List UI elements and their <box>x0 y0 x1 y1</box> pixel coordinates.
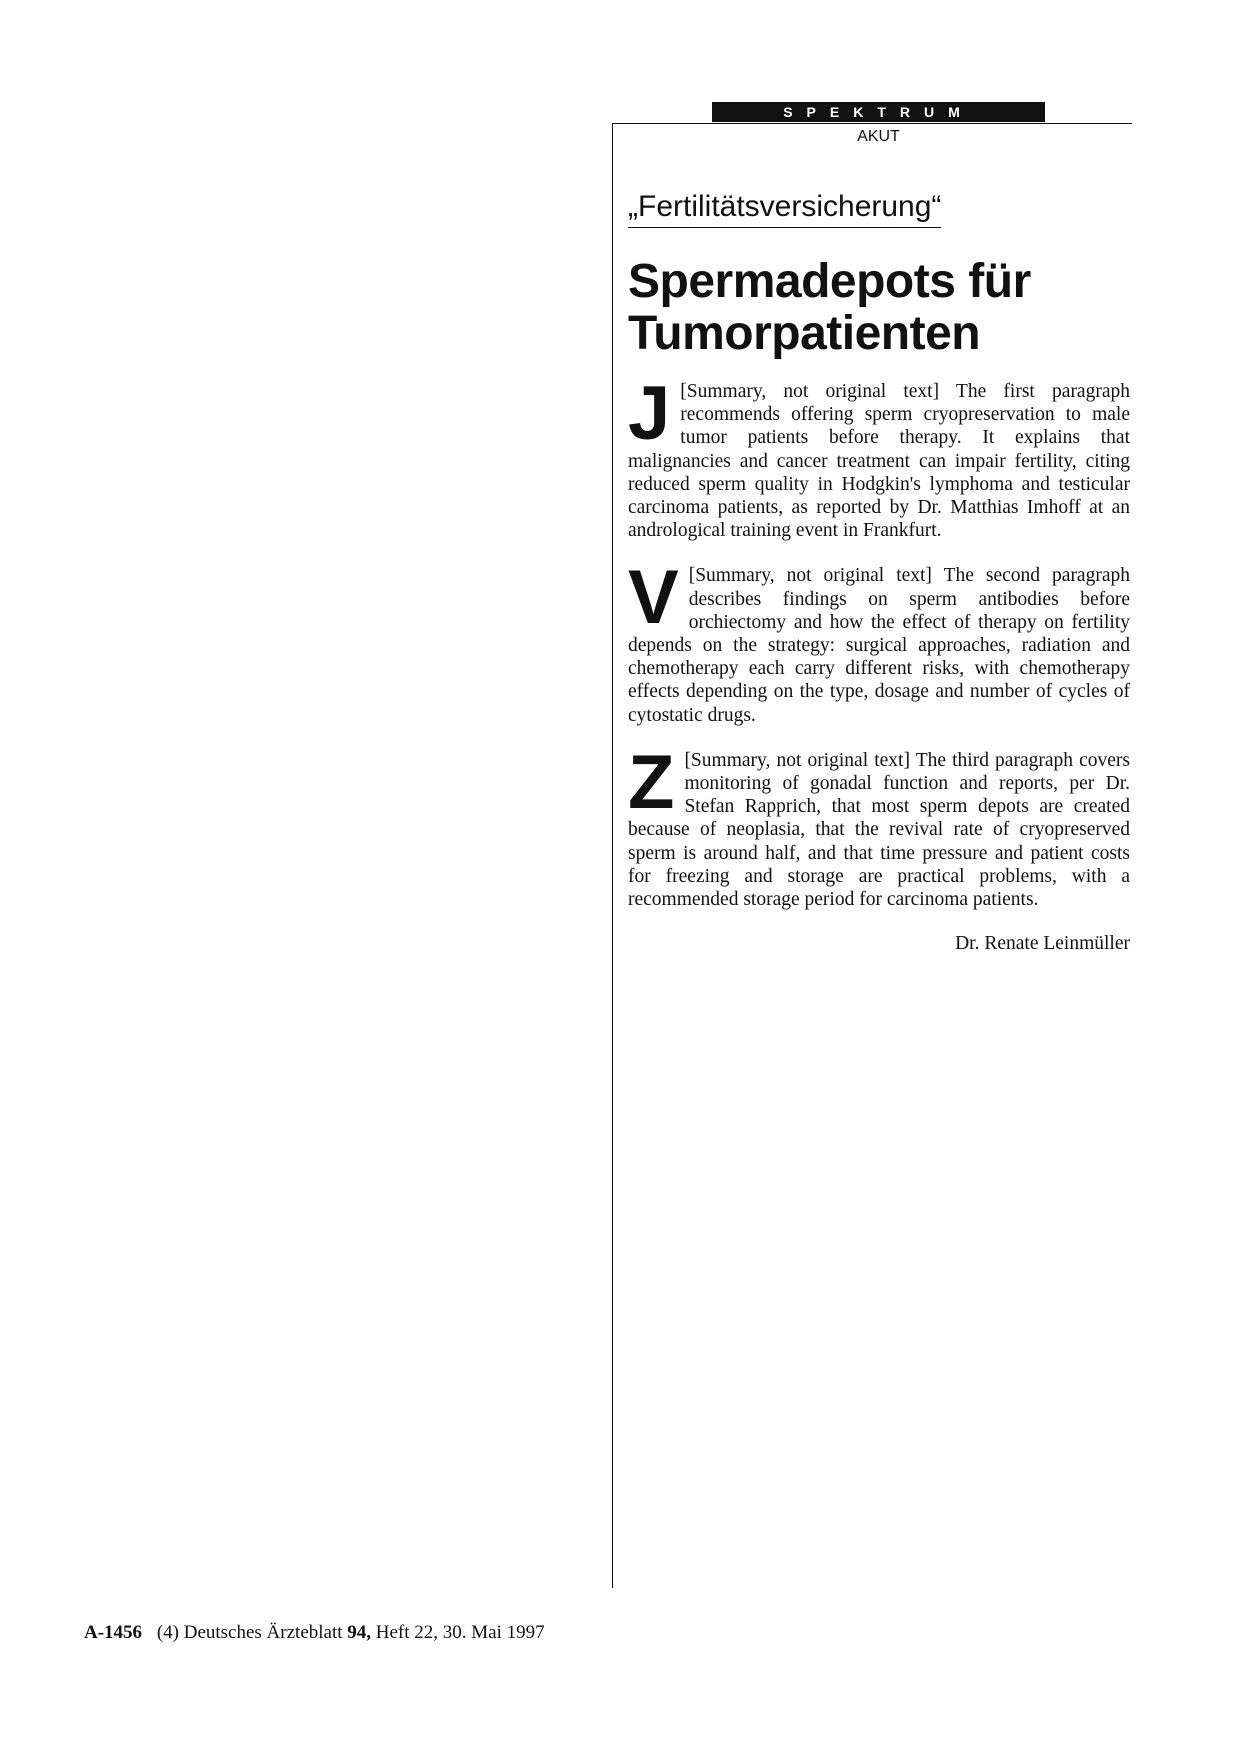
article-paragraph-3 <box>628 739 1130 911</box>
issue-prefix: (4) Deutsches Ärzteblatt <box>156 1622 343 1643</box>
paragraph-text: [Summary, not original text] The third paragraph covers monitoring of gonadal function and reports, per Dr. Stefan Rapprich, that most sperm depots are created because of neoplasia, that the revival rate of cryopreserved sperm is around half, and that time pressure and patient costs for freezing and storage are practical problems, with a recommended storage period for carcinoma patients. <box>628 749 1130 911</box>
drop-cap: V <box>628 555 679 641</box>
volume-number: 94, <box>347 1622 372 1643</box>
article-kicker: „Fertilitätsversicherung“ <box>628 190 941 228</box>
subsection-label: AKUT <box>857 128 900 145</box>
paragraph-text: [Summary, not original text] The second paragraph describes findings on sperm antibodies before orchiectomy and how the effect of therapy on fertility depends on the strategy: surgical approaches, radiation and chemotherapy each carry different risks, with chemotherapy effects depending on the type, dosage and number of cycles of cytostatic drugs. <box>628 565 1130 726</box>
article-paragraph-2 <box>628 555 1130 726</box>
drop-cap: Z <box>628 739 675 825</box>
header-rule <box>612 123 1132 124</box>
drop-cap: J <box>628 371 671 456</box>
article-paragraph-1 <box>628 371 1130 542</box>
paragraph-text: [Summary, not original text] The first paragraph recommends offering sperm cryopreservation to male tumor patients before therapy. It explains that malignancies and cancer treatment can impair fertility, citing reduced sperm quality in Hodgkin's lymphoma and testicular carcinoma patients, as reported by Dr. Matthias Imhoff at an andrological training event in Frankfurt. <box>628 381 1130 542</box>
author-byline: Dr. Renate Leinmüller <box>955 933 1130 955</box>
section-banner: SPEKTRUM <box>712 102 1045 122</box>
page-number: A-1456 <box>84 1622 143 1643</box>
article-column <box>628 190 1130 955</box>
issue-suffix: Heft 22, 30. Mai 1997 <box>375 1622 545 1643</box>
byline-row <box>628 933 1130 955</box>
article-headline: Spermadepots für Tumorpatienten <box>628 255 1031 360</box>
page-footer <box>84 1622 545 1644</box>
column-divider <box>612 123 613 1588</box>
